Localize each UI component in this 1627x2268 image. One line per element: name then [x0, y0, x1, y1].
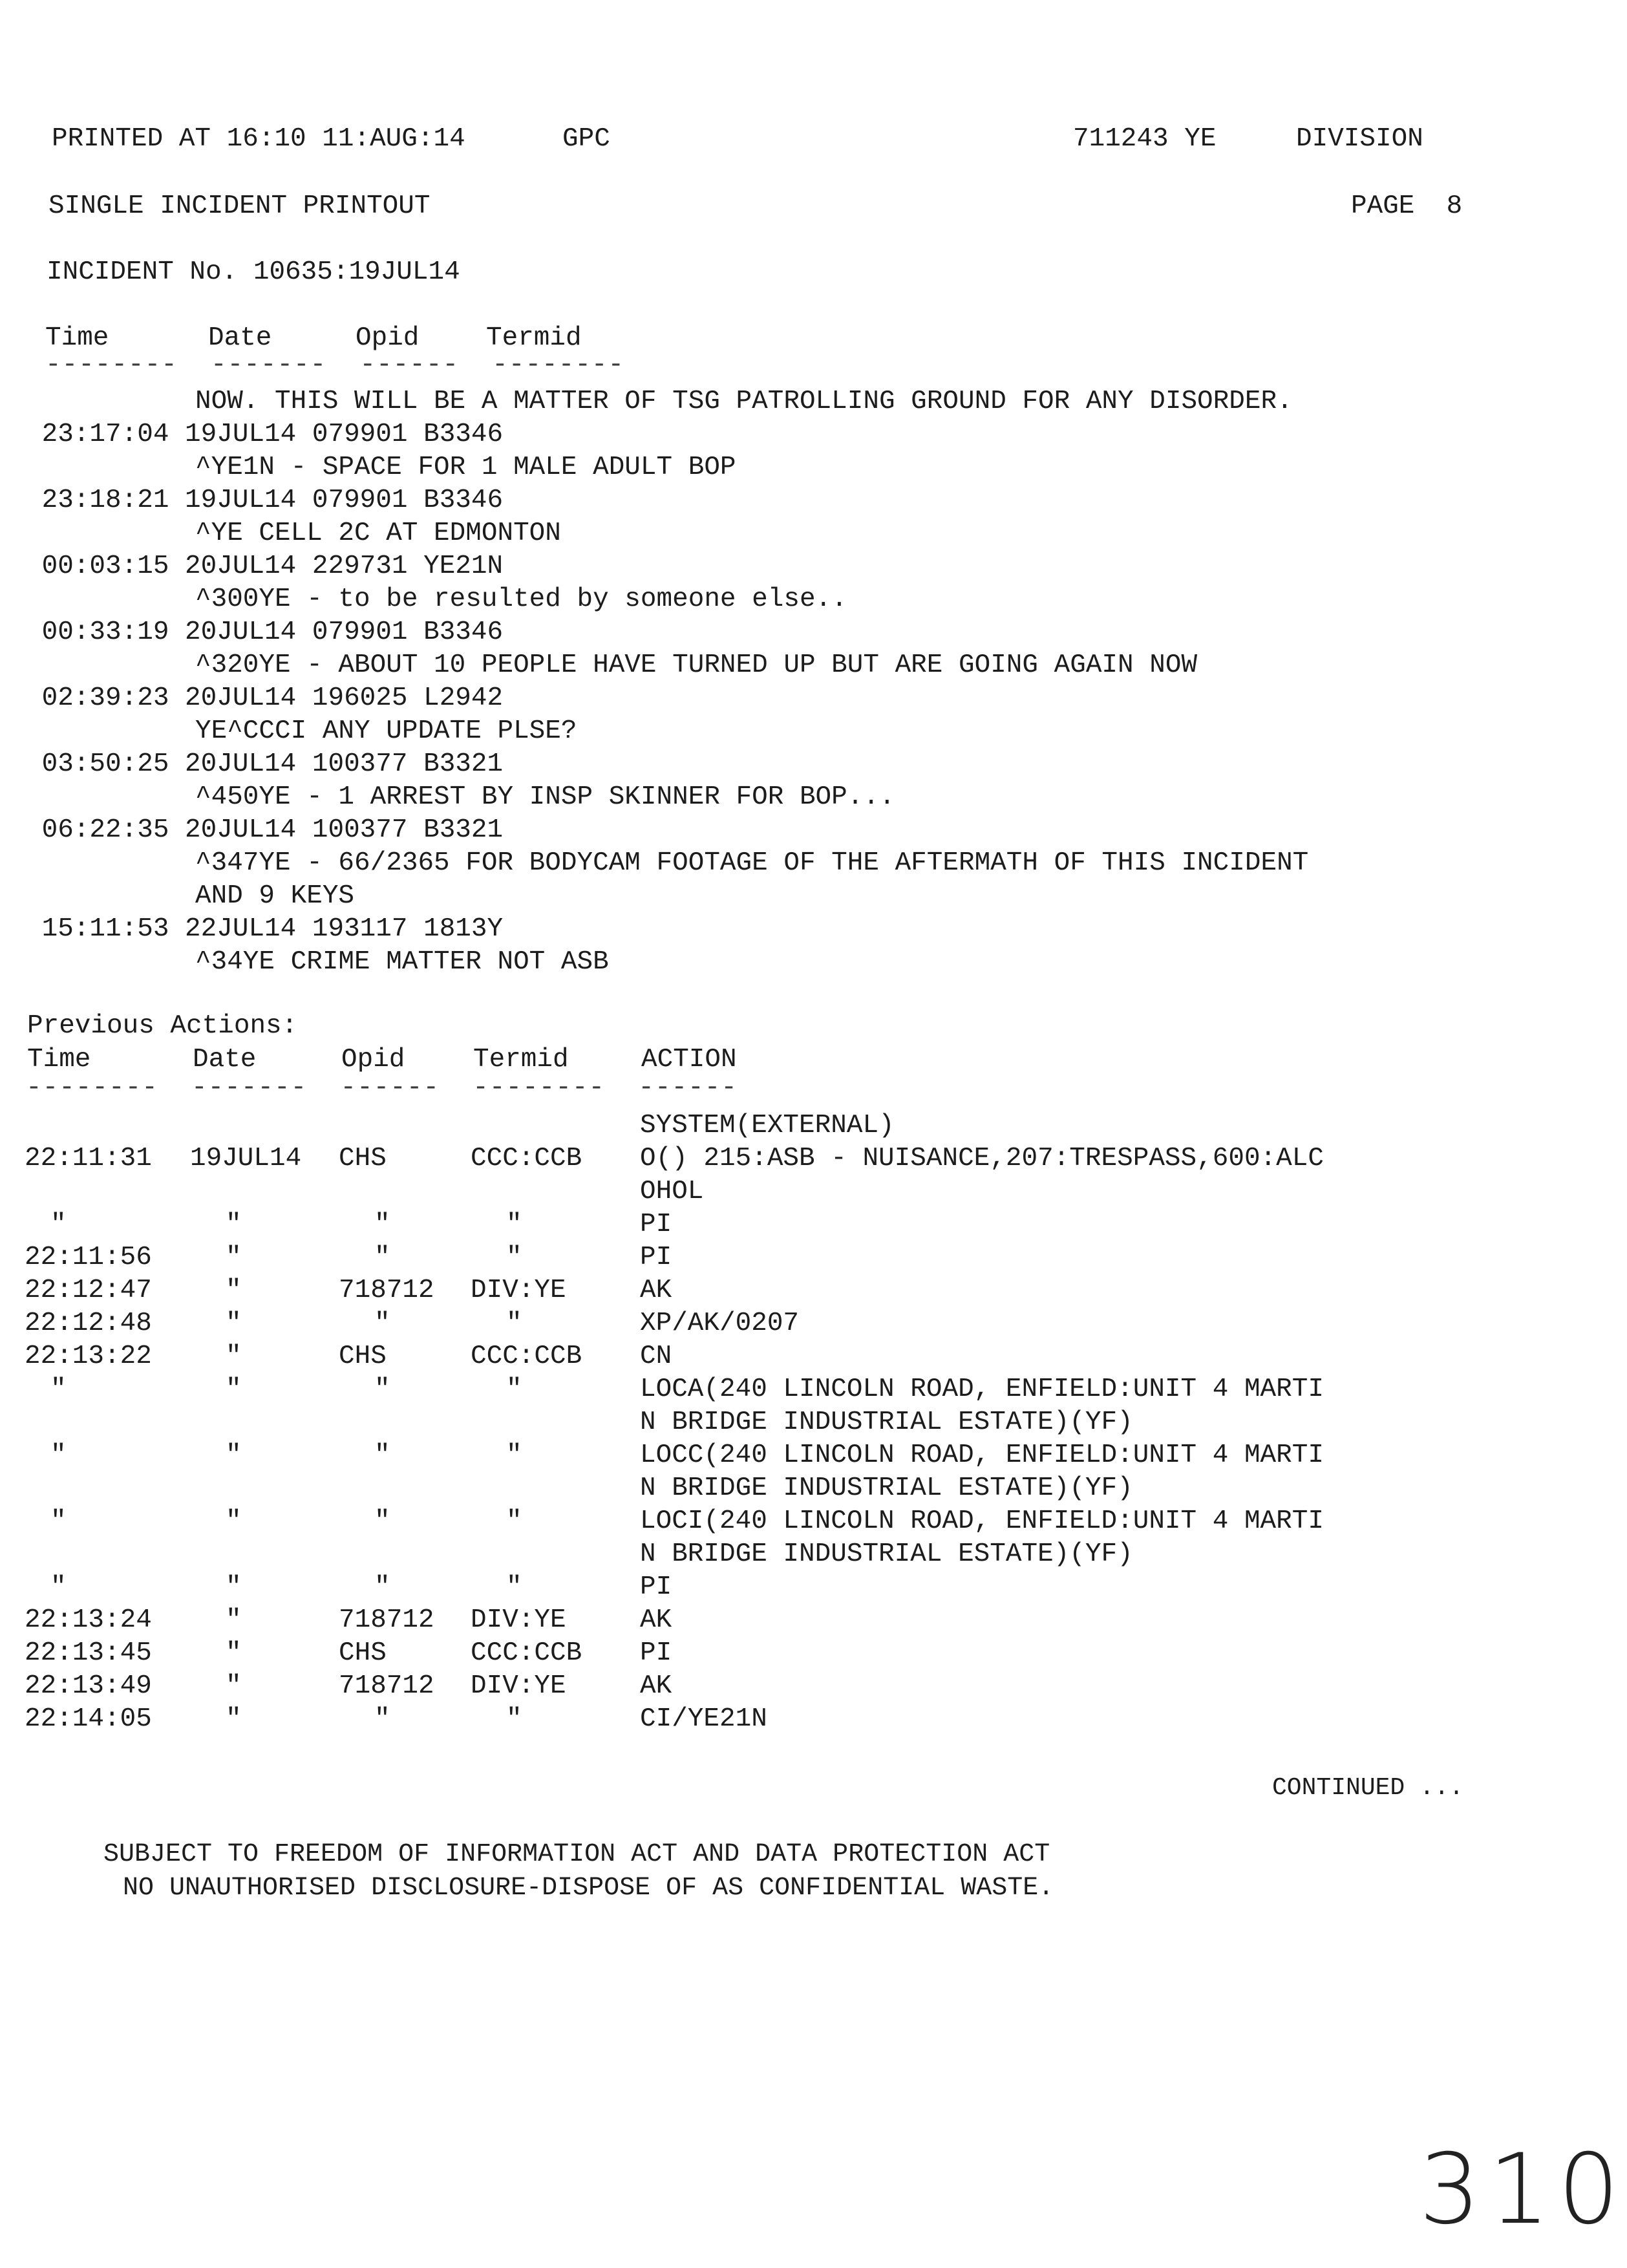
cell-time: ": [50, 1210, 67, 1239]
cell-date: 19JUL14: [190, 1144, 302, 1173]
log-entry-line: 03:50:25 20JUL14 100377 B3321: [26, 749, 504, 779]
cell-action: AK: [640, 1671, 672, 1701]
log-text-line: ^347YE - 66/2365 FOR BODYCAM FOOTAGE OF THE AFTERMATH OF THIS INCIDENT: [195, 848, 1309, 878]
cell-date: ": [226, 1704, 242, 1734]
cell-date: ": [226, 1309, 242, 1338]
cell-action: LOCI(240 LINCOLN ROAD, ENFIELD:UNIT 4 MARTI: [640, 1506, 1324, 1536]
log-text-line: NOW. THIS WILL BE A MATTER OF TSG PATROLLING GROUND FOR ANY DISORDER.: [195, 387, 1293, 416]
cell-termid: ": [506, 1309, 522, 1338]
cell-termid: CCC:CCB: [471, 1342, 582, 1371]
cell-action: AK: [640, 1276, 672, 1305]
cell-termid: ": [506, 1506, 522, 1536]
log-text-line: ^320YE - ABOUT 10 PEOPLE HAVE TURNED UP BUT ARE GOING AGAIN NOW: [195, 650, 1198, 680]
cell-date: ": [226, 1605, 242, 1635]
cell-time: 22:13:45: [25, 1638, 152, 1668]
log-text-line: ^34YE CRIME MATTER NOT ASB: [195, 947, 609, 977]
continued-label: CONTINUED ...: [1272, 1774, 1464, 1802]
log-text-line: ^YE CELL 2C AT EDMONTON: [195, 519, 561, 548]
cell-time: ": [50, 1506, 67, 1536]
cell-opid: CHS: [339, 1342, 387, 1371]
log-text-line: ^YE1N - SPACE FOR 1 MALE ADULT BOP: [195, 453, 736, 482]
cell-termid: ": [506, 1572, 522, 1602]
cell-opid: CHS: [339, 1638, 387, 1668]
col2-opid: Opid: [341, 1045, 405, 1075]
gpc-label: GPC: [562, 124, 610, 154]
cell-action: N BRIDGE INDUSTRIAL ESTATE)(YF): [640, 1539, 1133, 1569]
cell-action: PI: [640, 1243, 672, 1272]
cell-opid: ": [374, 1572, 390, 1602]
cell-termid: ": [506, 1243, 522, 1272]
cell-termid: ": [506, 1375, 522, 1404]
cell-date: ": [226, 1276, 242, 1305]
cell-time: 22:13:22: [25, 1342, 152, 1371]
cell-time: ": [50, 1375, 67, 1404]
col-termid: Termid: [486, 323, 582, 353]
foi-notice: SUBJECT TO FREEDOM OF INFORMATION ACT AND DATA PROTECTION ACT: [103, 1840, 1050, 1869]
document-title: SINGLE INCIDENT PRINTOUT: [48, 191, 431, 221]
cell-date: ": [226, 1243, 242, 1272]
cell-action: SYSTEM(EXTERNAL): [640, 1111, 895, 1140]
col-time: Time: [45, 323, 109, 353]
col2-termid: Termid: [473, 1045, 569, 1075]
col-opid: Opid: [356, 323, 420, 353]
cell-opid: 718712: [339, 1671, 434, 1701]
log-text-line: ^300YE - to be resulted by someone else..: [195, 584, 847, 614]
log-entry-line: 23:17:04 19JUL14 079901 B3346: [26, 420, 504, 449]
cell-termid: CCC:CCB: [471, 1638, 582, 1668]
cell-time: 22:13:24: [25, 1605, 152, 1635]
cell-opid: 718712: [339, 1276, 434, 1305]
cell-time: 22:11:56: [25, 1243, 152, 1272]
cell-time: 22:14:05: [25, 1704, 152, 1734]
log-entry-line: 15:11:53 22JUL14 193117 1813Y: [26, 914, 504, 944]
header-underline: -------- ------- ------ --------: [45, 350, 625, 380]
cell-termid: ": [506, 1704, 522, 1734]
cell-action: OHOL: [640, 1177, 704, 1206]
cell-opid: CHS: [339, 1144, 387, 1173]
disclosure-notice: NO UNAUTHORISED DISCLOSURE-DISPOSE OF AS CONFIDENTIAL WASTE.: [123, 1874, 1054, 1903]
col2-time: Time: [27, 1045, 91, 1075]
previous-actions-title: Previous Actions:: [27, 1011, 298, 1041]
cell-time: 22:13:49: [25, 1671, 152, 1701]
cell-time: 22:11:31: [25, 1144, 152, 1173]
cell-action: PI: [640, 1210, 672, 1239]
col2-date: Date: [193, 1045, 257, 1075]
cell-termid: ": [506, 1440, 522, 1470]
log-text-line: ^450YE - 1 ARREST BY INSP SKINNER FOR BOP...: [195, 782, 895, 812]
log-text-line: YE^CCCI ANY UPDATE PLSE?: [195, 716, 577, 746]
cell-date: ": [226, 1671, 242, 1701]
log-entry-line: 00:03:15 20JUL14 229731 YE21N: [26, 551, 504, 581]
cell-opid: ": [374, 1440, 390, 1470]
cell-date: ": [226, 1572, 242, 1602]
log-entry-line: 23:18:21 19JUL14 079901 B3346: [26, 486, 504, 515]
cell-opid: ": [374, 1704, 390, 1734]
cell-date: ": [226, 1506, 242, 1536]
cell-action: CN: [640, 1342, 672, 1371]
cell-termid: ": [506, 1210, 522, 1239]
col-date: Date: [208, 323, 272, 353]
cell-date: ": [226, 1375, 242, 1404]
cell-date: ": [226, 1210, 242, 1239]
cell-date: ": [226, 1638, 242, 1668]
incident-number: INCIDENT No. 10635:19JUL14: [47, 257, 460, 287]
cell-date: ": [226, 1342, 242, 1371]
log-entry-line: 06:22:35 20JUL14 100377 B3321: [26, 815, 504, 845]
cell-time: ": [50, 1440, 67, 1470]
cell-opid: ": [374, 1375, 390, 1404]
cell-termid: DIV:YE: [471, 1671, 566, 1701]
col2-action: ACTION: [641, 1045, 737, 1075]
cell-termid: DIV:YE: [471, 1605, 566, 1635]
cell-opid: ": [374, 1309, 390, 1338]
cell-opid: ": [374, 1243, 390, 1272]
cell-action: N BRIDGE INDUSTRIAL ESTATE)(YF): [640, 1407, 1133, 1437]
cell-opid: 718712: [339, 1605, 434, 1635]
printed-at: PRINTED AT 16:10 11:AUG:14: [52, 124, 465, 154]
cell-date: ": [226, 1440, 242, 1470]
handwritten-page-number: 310: [1419, 2134, 1627, 2246]
cell-action: AK: [640, 1605, 672, 1635]
cell-time: 22:12:48: [25, 1309, 152, 1338]
header2-underline: -------- ------- ------ -------- ------: [26, 1073, 738, 1103]
cell-time: 22:12:47: [25, 1276, 152, 1305]
cell-opid: ": [374, 1506, 390, 1536]
cell-action: LOCC(240 LINCOLN ROAD, ENFIELD:UNIT 4 MARTI: [640, 1440, 1324, 1470]
log-text-line: AND 9 KEYS: [195, 881, 355, 911]
page-label: PAGE 8: [1351, 191, 1463, 221]
cell-action: N BRIDGE INDUSTRIAL ESTATE)(YF): [640, 1473, 1133, 1503]
division-code: 711243 YE: [1073, 124, 1217, 154]
cell-opid: ": [374, 1210, 390, 1239]
log-entry-line: 02:39:23 20JUL14 196025 L2942: [26, 683, 504, 713]
cell-action: PI: [640, 1572, 672, 1602]
cell-action: LOCA(240 LINCOLN ROAD, ENFIELD:UNIT 4 MARTI: [640, 1375, 1324, 1404]
cell-action: O() 215:ASB - NUISANCE,207:TRESPASS,600:ALC: [640, 1144, 1324, 1173]
cell-action: PI: [640, 1638, 672, 1668]
cell-termid: DIV:YE: [471, 1276, 566, 1305]
cell-action: CI/YE21N: [640, 1704, 767, 1734]
log-entry-line: 00:33:19 20JUL14 079901 B3346: [26, 617, 504, 647]
cell-termid: CCC:CCB: [471, 1144, 582, 1173]
division-label: DIVISION: [1296, 124, 1423, 154]
cell-action: XP/AK/0207: [640, 1309, 800, 1338]
cell-time: ": [50, 1572, 67, 1602]
